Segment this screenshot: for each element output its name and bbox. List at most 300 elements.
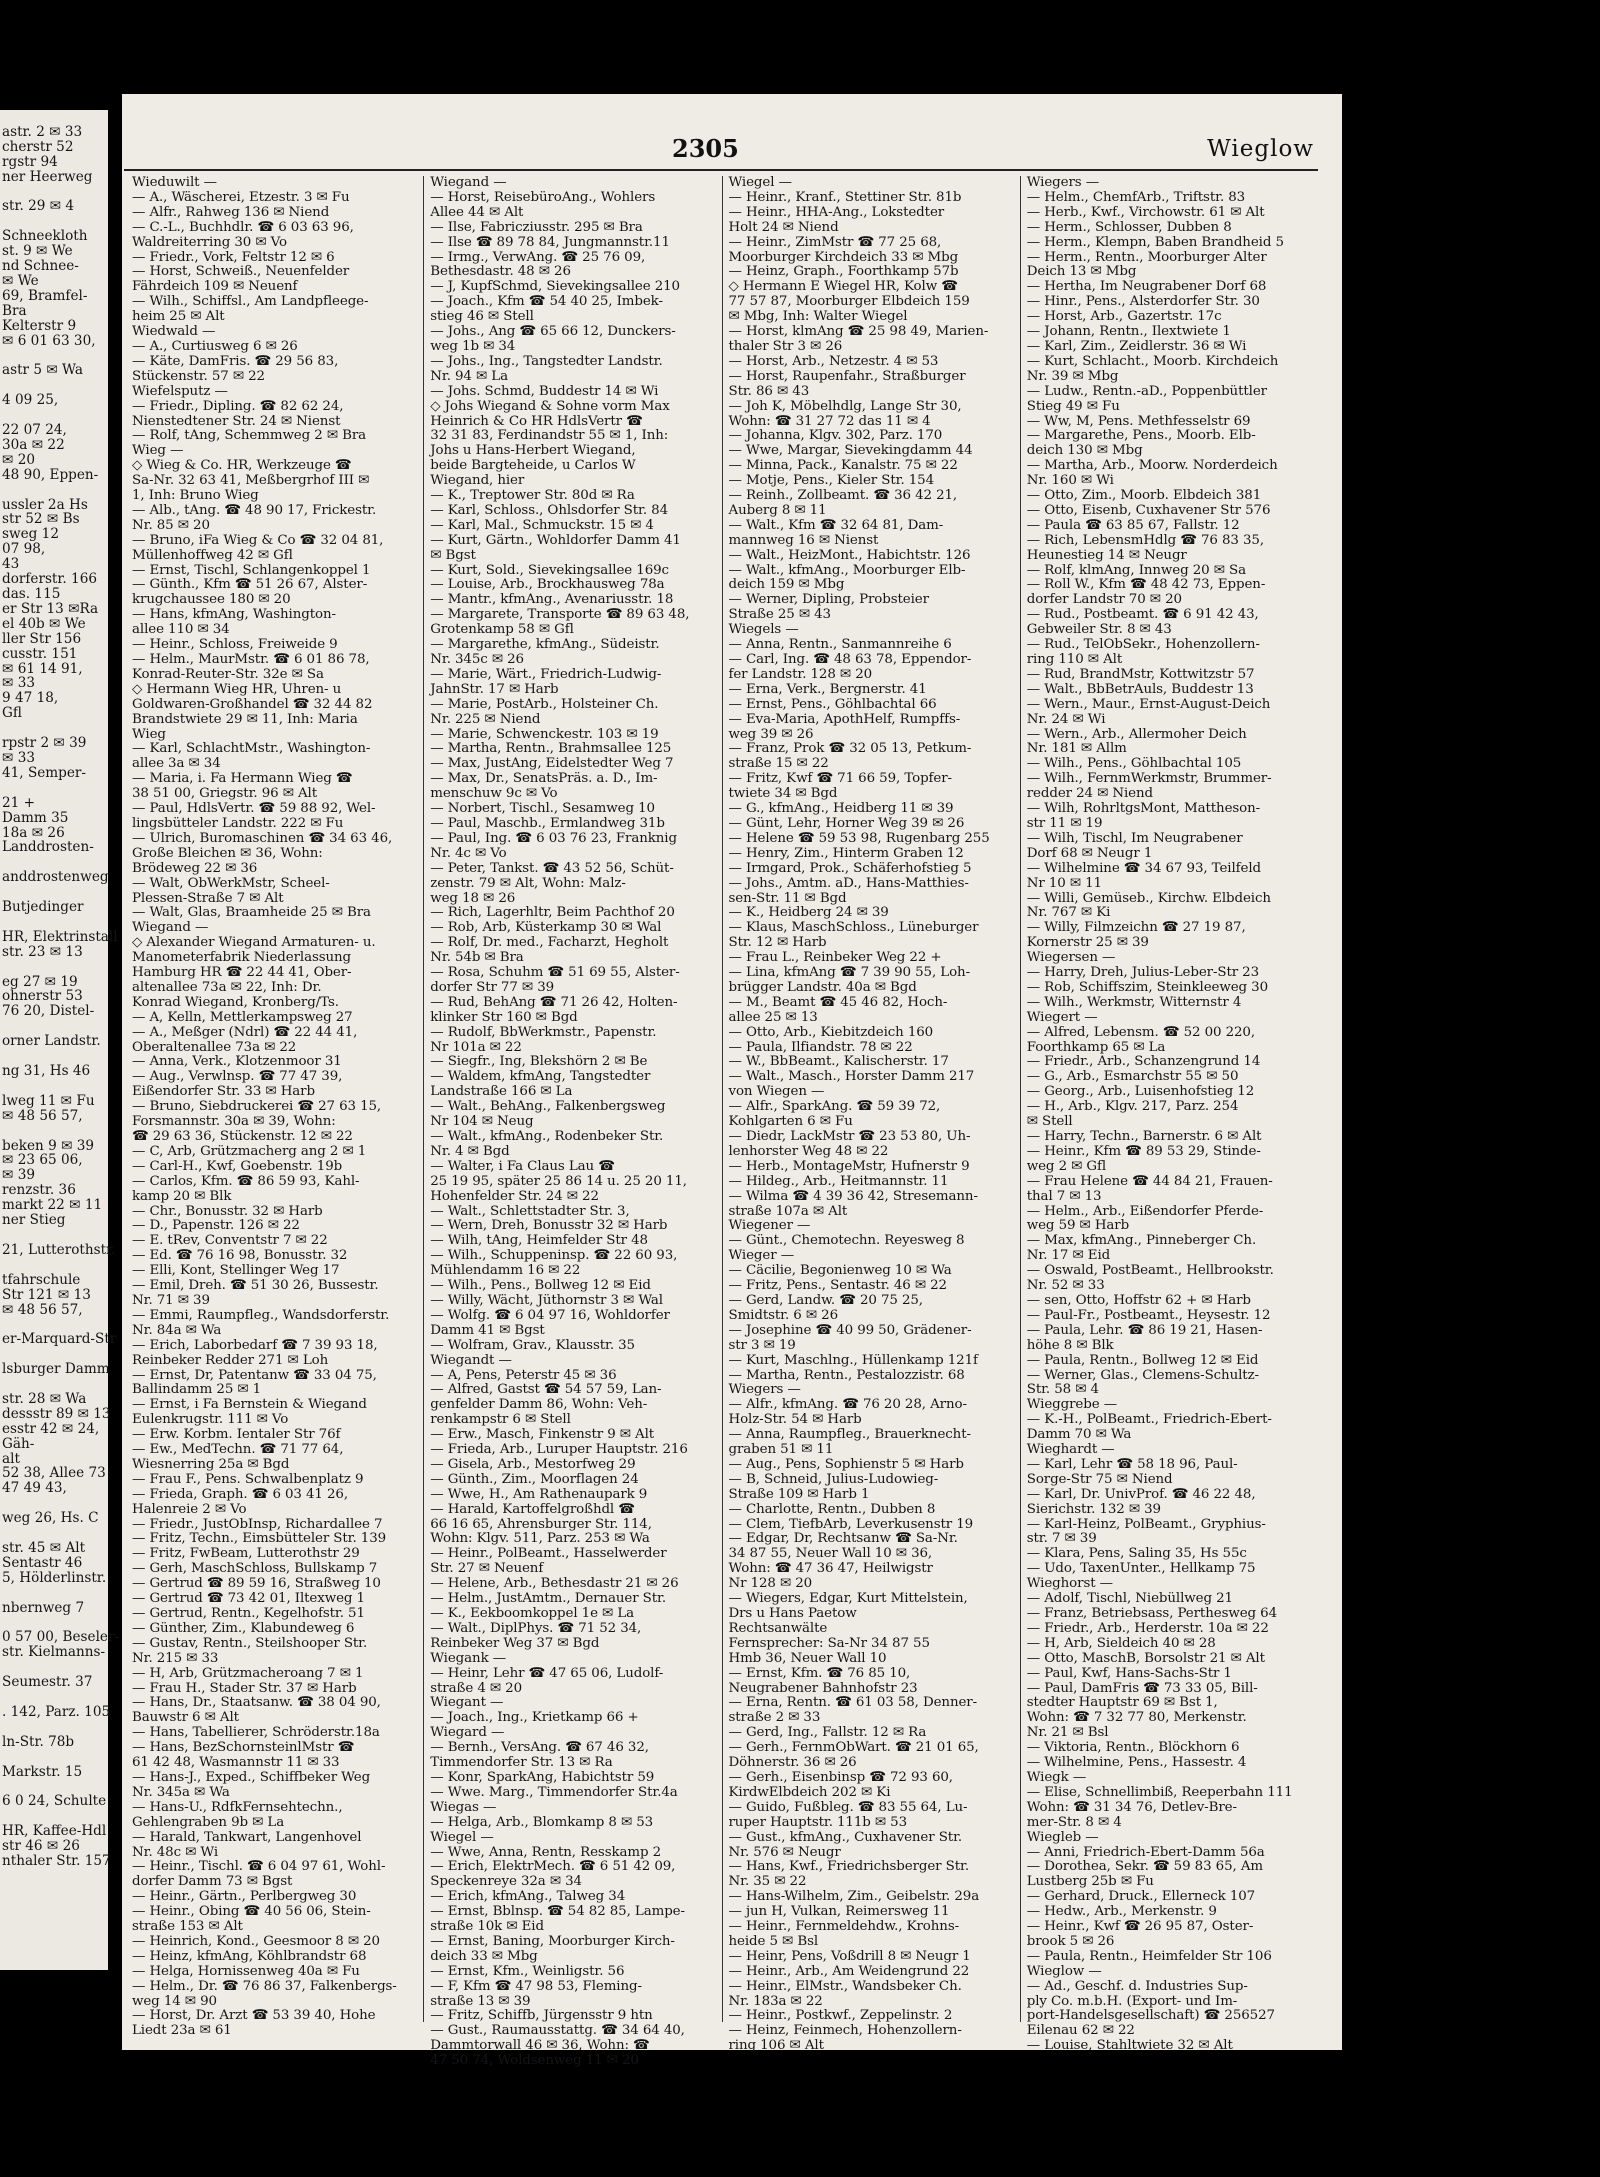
directory-entry-line: — Erna, Rentn. ☎ 61 03 58, Denner-: [728, 1695, 978, 1711]
directory-entry-line: — Klara, Pens, Saling 35, Hs 55c: [1026, 1546, 1247, 1562]
directory-entry-line: — Martha, Rentn., Pestalozzistr. 68: [728, 1367, 965, 1383]
directory-entry-line: — Günth., Zim., Moorflagen 24: [430, 1471, 639, 1487]
left-page-fragment: str 52 ✉ Bs: [2, 511, 80, 528]
surname-heading: Wieg —: [132, 443, 184, 459]
directory-entry-line: mer-Str. 8 ✉ 4: [1026, 1814, 1122, 1830]
left-page-fragment: 76 20, Distel-: [2, 1003, 95, 1020]
directory-entry-line: — Heinr., Kfm ☎ 89 53 29, Stinde-: [1026, 1143, 1261, 1159]
directory-entry-line: Gebweiler Str. 8 ✉ 43: [1026, 622, 1172, 638]
left-page-fragment: 47 49 43,: [2, 1480, 67, 1497]
directory-entry-line: — A, Kelln, Mettlerkampsweg 27: [132, 1009, 353, 1025]
directory-entry-line: — Ernst, Baning, Moorburger Kirch-: [430, 1933, 675, 1949]
directory-entry-line: — Helm., JustAmtm., Dernauer Str.: [430, 1591, 667, 1607]
directory-entry-line: Sorge-Str 75 ✉ Niend: [1026, 1471, 1173, 1487]
left-page-fragment: 5, Hölderlinstr.: [2, 1569, 107, 1586]
left-page-fragment: 52 38, Allee 73: [2, 1465, 106, 1482]
left-page-fragment: astr. 2 ✉ 33: [2, 123, 83, 140]
directory-entry-line: Straße 25 ✉ 43: [728, 607, 831, 623]
left-page-fragment: ✉ 23 65 06,: [2, 1152, 83, 1169]
directory-entry-line: straße 107a ✉ Alt: [728, 1203, 848, 1219]
directory-entry-line: — Paul, HdlsVertr. ☎ 59 88 92, Wel-: [132, 801, 376, 817]
surname-heading: Wiegers —: [728, 1382, 801, 1398]
directory-entry-line: — Horst, ReisebüroAng., Wohlers: [430, 189, 656, 205]
directory-entry-line: — Otto, Zim., Moorb. Elbdeich 381: [1026, 488, 1262, 504]
directory-entry-line: — Motje, Pens., Kieler Str. 154: [728, 473, 935, 489]
directory-entry-line: — W., BbBeamt., Kalischerstr. 17: [728, 1054, 949, 1070]
left-page-fragment: anddrostenweg: [2, 869, 109, 886]
column-2: [424, 175, 722, 2069]
directory-entry-line: — Franz, Betriebsass, Perthesweg 64: [1026, 1606, 1277, 1621]
directory-entry-line: — Heinr., Kwf ☎ 26 95 87, Oster-: [1026, 1919, 1254, 1935]
directory-entry-line: Eilenau 62 ✉ 22: [1026, 2023, 1135, 2039]
left-page-fragment: Seumestr. 37: [2, 1674, 93, 1691]
left-page-fragment: ller Str 156: [2, 630, 82, 647]
directory-entry-line: — Elli, Kont, Stellinger Weg 17: [132, 1263, 340, 1279]
directory-entry-line: JahnStr. 17 ✉ Harb: [430, 681, 559, 697]
directory-entry-line: weg 39 ✉ 26: [728, 726, 814, 742]
directory-entry-line: — Harry, Techn., Barnerstr. 6 ✉ Alt: [1026, 1129, 1262, 1144]
directory-entry-line: Grotenkamp 58 ✉ Gfl: [430, 622, 574, 638]
directory-entry-line: — Karl, SchlachtMstr., Washington-: [132, 741, 371, 757]
directory-entry-line: — Cäcilie, Begonienweg 10 ✉ Wa: [728, 1263, 952, 1279]
directory-entry-line: Neugrabener Bahnhofstr 23: [728, 1680, 918, 1696]
left-page-fragment: 21 +: [2, 794, 36, 811]
directory-entry-line: — Marie, PostArb., Holsteiner Ch.: [430, 696, 659, 712]
directory-entry-line: — Elise, Schnellimbiß, Reeperbahn 111: [1026, 1784, 1293, 1800]
directory-entry-line: — Paul, Maschb., Ermlandweg 31b: [430, 815, 665, 831]
directory-entry-line: 61 42 48, Wasmannstr 11 ✉ 33: [132, 1755, 340, 1771]
directory-entry-line: Nr. 215 ✉ 33: [132, 1650, 219, 1666]
left-page-fragment: ✉ We: [2, 272, 39, 289]
left-page-fragment: [2, 408, 108, 423]
left-page-fragment: [2, 214, 108, 229]
directory-entry-line: — Walt., Kfm ☎ 32 64 81, Dam-: [728, 517, 944, 533]
directory-entry-line: weg 18 ✉ 26: [430, 890, 516, 906]
directory-entry-line: straße 153 ✉ Alt: [132, 1919, 243, 1935]
directory-entry-line: — Paula ☎ 63 85 67, Fallstr. 12: [1026, 517, 1240, 533]
directory-entry-line: kamp 20 ✉ Blk: [132, 1188, 232, 1204]
surname-heading: Wiegert —: [1026, 1009, 1098, 1025]
directory-entry-line: — Peter, Tankst. ☎ 43 52 56, Schüt-: [430, 860, 674, 876]
left-page-fragment: beken 9 ✉ 39: [2, 1137, 95, 1154]
directory-entry-line: Dorf 68 ✉ Neugr 1: [1026, 845, 1153, 861]
directory-entry-line: — Anni, Friedrich-Ebert-Damm 56a: [1026, 1844, 1265, 1860]
directory-entry-line: thal 7 ✉ 13: [1026, 1188, 1102, 1204]
left-page-fragment: [2, 483, 108, 498]
directory-entry-line: Bethesdastr. 48 ✉ 26: [430, 264, 571, 280]
left-page-fragment: cherstr 52: [2, 138, 74, 155]
directory-entry-line: sen-Str. 11 ✉ Bgd: [728, 890, 847, 906]
left-page-fragment: er-Marquard-Str: [2, 1331, 117, 1348]
left-page-fragment: [2, 960, 108, 975]
left-page-fragment: el 40b ✉ We: [2, 615, 86, 632]
directory-entry-line: — Anna, Raumpfleg., Brauerknecht-: [728, 1427, 971, 1443]
directory-entry-line: — Georg., Arb., Luisenhofstieg 12: [1026, 1084, 1255, 1100]
directory-entry-line: — Herb., Kwf., Virchowstr. 61 ✉ Alt: [1026, 204, 1265, 220]
left-page-fragment: str 46 ✉ 26: [2, 1838, 80, 1855]
surname-heading: Wiegant —: [430, 1695, 504, 1711]
directory-entry-line: ◇ Hermann E Wiegel HR, Kolw ☎: [728, 279, 958, 295]
directory-entry-line: — Henry, Zim., Hinterm Graben 12: [728, 845, 964, 861]
directory-entry-line: — Alfred, Gastst ☎ 54 57 59, Lan-: [430, 1382, 662, 1398]
directory-entry-line: — Gisela, Arb., Mestorfweg 29: [430, 1456, 636, 1472]
directory-entry-line: — Walt., BbBetrAuls, Buddestr 13: [1026, 681, 1254, 697]
directory-entry-line: — Heinz, kfmAng, Köhlbrandstr 68: [132, 1948, 367, 1964]
left-page-fragment: [2, 185, 108, 200]
directory-entry-line: — Helga, Arb., Blomkamp 8 ✉ 53: [430, 1814, 654, 1830]
directory-entry-line: — Gust., kfmAng., Cuxhavener Str.: [728, 1829, 963, 1845]
directory-entry-line: — sen, Otto, Hoffstr 62 + ✉ Harb: [1026, 1292, 1251, 1308]
directory-entry-line: — Rud, BrandMstr, Kottwitzstr 57: [1026, 666, 1255, 682]
directory-entry-line: Nr 10 ✉ 11: [1026, 875, 1102, 891]
directory-entry-line: Eißendorfer Str. 33 ✉ Harb: [132, 1084, 315, 1100]
directory-entry-line: Heinrich & Co HR HdlsVertr ☎: [430, 413, 643, 429]
directory-entry-line: — Kurt, Sold., Sievekingsallee 169c: [430, 562, 669, 578]
directory-entry-line: — Hans-J., Exped., Schiffbeker Weg: [132, 1769, 371, 1785]
directory-entry-line: — Gerd, Landw. ☎ 20 75 25,: [728, 1292, 923, 1308]
page-header: [122, 134, 1342, 162]
directory-entry-line: — Gerhard, Druck., Ellerneck 107: [1026, 1889, 1256, 1905]
directory-entry-line: — Walt., kfmAng., Moorburger Elb-: [728, 562, 966, 578]
directory-entry-line: — Heinr, Lehr ☎ 47 65 06, Ludolf-: [430, 1665, 664, 1681]
directory-entry-line: — Anna, Rentn., Sanmannreihe 6: [728, 637, 952, 653]
directory-entry-line: — Ernst, Pens., Göhlbachtal 66: [728, 696, 937, 712]
directory-entry-line: Moorburger Kirchdeich 33 ✉ Mbg: [728, 249, 959, 265]
directory-entry-line: — Wern., Arb., Allermoher Deich: [1026, 726, 1247, 742]
directory-entry-line: stieg 46 ✉ Stell: [430, 309, 534, 325]
left-page-fragment: 9 47 18,: [2, 690, 59, 707]
directory-entry-line: ply Co. m.b.H. (Export- und Im-: [1026, 1993, 1238, 2009]
left-page-fragment: [2, 781, 108, 796]
directory-entry-line: — D., Papenstr. 126 ✉ 22: [132, 1218, 300, 1234]
directory-entry-line: — jun H, Vulkan, Reimersweg 11: [728, 1904, 950, 1920]
left-page-fragment: 21, Lutterothstr.: [2, 1241, 116, 1258]
directory-entry-line: — Bruno, Siebdruckerei ☎ 27 63 15,: [132, 1099, 382, 1115]
directory-entry-line: Nr. 52 ✉ 33: [1026, 1278, 1105, 1294]
directory-entry-line: Große Bleichen ✉ 36, Wohn:: [132, 845, 323, 861]
directory-entry-line: — Horst, Raupenfahr., Straßburger: [728, 368, 966, 384]
directory-entry-line: — Gertrud ☎ 73 42 01, Iltexweg 1: [132, 1591, 365, 1607]
directory-entry-line: — Maria, i. Fa Hermann Wieg ☎: [132, 771, 353, 787]
directory-entry-line: — Heinr., Obing ☎ 40 56 06, Stein-: [132, 1904, 371, 1920]
directory-entry-line: — Walt., HeizMont., Habichtstr. 126: [728, 547, 971, 563]
directory-entry-line: — Rolf, tAng, Schemmweg 2 ✉ Bra: [132, 428, 367, 444]
directory-entry-line: Allee 44 ✉ Alt: [430, 204, 524, 220]
directory-entry-line: — Chr., Bonusstr. 32 ✉ Harb: [132, 1203, 323, 1219]
directory-entry-line: — Ernst, Bblnsp. ☎ 54 82 85, Lampe-: [430, 1904, 685, 1920]
directory-entry-line: — Walter, i Fa Claus Lau ☎: [430, 1158, 615, 1174]
left-page-fragment: ln-Str. 78b: [2, 1733, 75, 1750]
directory-entry-line: — Ernst, i Fa Bernstein & Wiegand: [132, 1397, 367, 1413]
directory-entry-line: Müllenhoffweg 42 ✉ Gfl: [132, 547, 293, 563]
directory-entry-line: — C, Arb, Grützmacherg ang 2 ✉ 1: [132, 1143, 367, 1159]
left-page-fragment: [2, 885, 108, 900]
directory-entry-line: — Rich, Lagerhltr, Beim Pachthof 20: [430, 905, 675, 921]
directory-entry-line: — Gertrud, Rentn., Kegelhofstr. 51: [132, 1606, 365, 1621]
directory-entry-line: — Edgar, Dr, Rechtsanw ☎ Sa-Nr.: [728, 1531, 958, 1547]
directory-entry-line: — Marie, Schwenckestr. 103 ✉ 19: [430, 726, 659, 742]
directory-entry-line: — H, Arb, Sieldeich 40 ✉ 28: [1026, 1635, 1216, 1651]
directory-entry-line: — Aug., Pens, Sophienstr 5 ✉ Harb: [728, 1456, 964, 1472]
directory-entry-line: Nr. 183a ✉ 22: [728, 1993, 823, 2009]
directory-entry-line: — Herm., Schlosser, Dubben 8: [1026, 219, 1232, 235]
directory-entry-line: — Norbert, Tischl., Sesamweg 10: [430, 801, 655, 817]
directory-entry-line: — Frieda, Arb., Luruper Hauptstr. 216: [430, 1442, 688, 1458]
left-page-fragment: lsburger Damm: [2, 1361, 110, 1378]
directory-entry-line: — Hans-Wilhelm, Zim., Geibelstr. 29a: [728, 1889, 980, 1905]
directory-entry-line: deich 159 ✉ Mbg: [728, 577, 845, 593]
directory-entry-line: Straße 109 ✉ Harb 1: [728, 1486, 870, 1502]
directory-entry-line: Nr. 24 ✉ Wi: [1026, 711, 1106, 727]
directory-entry-line: straße 4 ✉ 20: [430, 1680, 523, 1696]
directory-entry-line: lenhorster Weg 48 ✉ 22: [728, 1143, 889, 1159]
directory-entry-line: — Hans, Kwf., Friedrichsberger Str.: [728, 1859, 969, 1875]
directory-entry-line: 77 57 87, Moorburger Elbdeich 159: [728, 294, 970, 310]
running-head: Wieglow: [1207, 136, 1314, 162]
directory-entry-line: — Max, Dr., SenatsPräs. a. D., Im-: [430, 771, 658, 787]
left-page-fragment: rgstr 94: [2, 153, 58, 170]
directory-entry-line: ruper Hauptstr. 111b ✉ 53: [728, 1814, 908, 1830]
left-page-fragment: 48 90, Eppen-: [2, 466, 99, 483]
directory-entry-line: — Hertha, Im Neugrabener Dorf 68: [1026, 279, 1267, 295]
left-page-fragment: HR, Elektrinstall: [2, 928, 118, 945]
directory-entry-line: — Karl, Mal., Schmuckstr. 15 ✉ 4: [430, 517, 654, 533]
directory-entry-line: straße 15 ✉ 22: [728, 756, 829, 772]
left-page-fragment: sweg 12: [2, 526, 59, 543]
directory-entry-line: Wieg: [132, 726, 166, 742]
directory-entry-line: — Gertrud ☎ 89 59 16, Straßweg 10: [132, 1576, 381, 1592]
left-page-fragment: weg 26, Hs. C: [2, 1510, 99, 1527]
directory-entry-line: 38 51 00, Griegstr. 96 ✉ Alt: [132, 786, 318, 802]
directory-entry-line: Gehlengraben 9b ✉ La: [132, 1814, 285, 1830]
directory-entry-line: Timmendorfer Str. 13 ✉ Ra: [430, 1755, 613, 1771]
directory-entry-line: — Käte, DamFris. ☎ 29 56 83,: [132, 353, 339, 369]
directory-entry-line: Str. 27 ✉ Neuenf: [430, 1561, 544, 1577]
directory-entry-line: — Wilhelmine, Pens., Hassestr. 4: [1026, 1755, 1247, 1771]
directory-entry-line: Bauwstr 6 ✉ Alt: [132, 1710, 239, 1726]
directory-entry-line: — G., kfmAng., Heidberg 11 ✉ 39: [728, 801, 954, 817]
surname-heading: Wiegard —: [430, 1725, 505, 1741]
directory-entry-line: — Emil, Dreh. ☎ 51 30 26, Bussestr.: [132, 1278, 379, 1294]
directory-entry-line: — Karl, Lehr ☎ 58 18 96, Paul-: [1026, 1456, 1238, 1472]
left-page-fragment: renzstr. 36: [2, 1182, 76, 1199]
left-page-fragment: [2, 110, 108, 125]
directory-entry-line: — K.-H., PolBeamt., Friedrich-Ebert-: [1026, 1412, 1272, 1428]
directory-entry-line: — B, Schneid, Julius-Ludowieg-: [728, 1471, 939, 1487]
directory-entry-line: — Joach., Kfm ☎ 54 40 25, Imbek-: [430, 294, 663, 310]
directory-entry-line: — Rudolf, BbWerkmstr., Papenstr.: [430, 1024, 657, 1040]
page-number: 2305: [672, 134, 739, 163]
directory-entry-line: — K., Heidberg 24 ✉ 39: [728, 905, 889, 921]
directory-entry-line: — Gerh, MaschSchloss, Bullskamp 7: [132, 1561, 378, 1577]
directory-entry-line: Nr. 85 ✉ 20: [132, 517, 210, 533]
directory-entry-line: — Erw., Masch, Finkenstr 9 ✉ Alt: [430, 1427, 655, 1443]
directory-entry-line: deich 33 ✉ Mbg: [430, 1948, 538, 1964]
directory-entry-line: — Heinr., Postkwf., Zeppelinstr. 2: [728, 2008, 953, 2024]
directory-entry-line: Konrad-Reuter-Str. 32e ✉ Sa: [132, 666, 324, 682]
directory-entry-line: — Hans, Tabellierer, Schröderstr.18a: [132, 1725, 380, 1741]
directory-entry-line: — Gust., Raumausstattg. ☎ 34 64 40,: [430, 2023, 685, 2039]
directory-entry-line: — Hedw., Arb., Merkenstr. 9: [1026, 1904, 1217, 1920]
directory-entry-line: — Harald, Kartoffelgroßhdl ☎: [430, 1501, 635, 1517]
directory-entry-line: Nienstedtener Str. 24 ✉ Nienst: [132, 413, 341, 429]
left-page-fragment: [2, 1317, 108, 1332]
directory-entry-line: — Rud, BehAng ☎ 71 26 42, Holten-: [430, 994, 678, 1010]
directory-entry-line: Mühlendamm 16 ✉ 22: [430, 1263, 581, 1279]
directory-entry-line: — Günther, Zim., Klabundeweg 6: [132, 1620, 355, 1636]
directory-entry-line: Wohn: Klgv. 511, Parz. 253 ✉ Wa: [430, 1531, 650, 1547]
directory-entry-line: — Wilhelmine ☎ 34 67 93, Teilfeld: [1026, 860, 1262, 876]
directory-entry-line: — Joach., Ing., Krietkamp 66 +: [430, 1710, 639, 1726]
directory-entry-line: port-Handelsgesellschaft) ☎ 256527: [1026, 2008, 1275, 2024]
directory-entry-line: — Wilh, RohrltgsMont, Mattheson-: [1026, 801, 1261, 817]
directory-entry-line: Nr 128 ✉ 20: [728, 1576, 813, 1592]
directory-entry-line: Eulenkrugstr. 111 ✉ Vo: [132, 1412, 289, 1428]
directory-entry-line: — Werner, Dipling, Probsteier: [728, 592, 929, 608]
directory-entry-line: — Ulrich, Buromaschinen ☎ 34 63 46,: [132, 830, 393, 846]
directory-entry-line: Nr. 48c ✉ Wi: [132, 1844, 219, 1860]
surname-heading: Wiegersen —: [1026, 950, 1116, 966]
directory-entry-line: Nr. 345c ✉ 26: [430, 652, 524, 667]
directory-entry-line: Fernsprecher: Sa-Nr 34 87 55: [728, 1635, 930, 1651]
directory-entry-line: — Wilh, tAng, Heimfelder Str 48: [430, 1233, 648, 1249]
directory-entry-line: — Oswald, PostBeamt., Hellbrookstr.: [1026, 1263, 1274, 1279]
left-page-fragment: ng 31, Hs 46: [2, 1063, 91, 1079]
directory-entry-line: Kohlgarten 6 ✉ Fu: [728, 1114, 853, 1130]
directory-entry-line: — Paul, DamFris ☎ 73 33 05, Bill-: [1026, 1680, 1258, 1696]
directory-entry-line: — Paula, Rentn., Bollweg 12 ✉ Eid: [1026, 1352, 1259, 1368]
surname-heading: Wieghardt —: [1026, 1442, 1115, 1458]
directory-entry-line: — Fritz, FwBeam, Lutterothstr 29: [132, 1546, 360, 1562]
directory-entry-line: — K., Treptower Str. 80d ✉ Ra: [430, 488, 635, 504]
directory-entry-line: Nr 101a ✉ 22: [430, 1039, 522, 1055]
directory-entry-line: — C.-L., Buchhdlr. ☎ 6 03 63 96,: [132, 219, 354, 235]
left-page-fragment: [2, 1780, 108, 1795]
directory-entry-line: — Alfr., Rahweg 136 ✉ Niend: [132, 204, 330, 220]
directory-entry-line: — Ilse, Fabricziusstr. 295 ✉ Bra: [430, 219, 643, 235]
directory-entry-line: Sa-Nr. 32 63 41, Meßbergrhof III ✉: [132, 473, 370, 489]
directory-entry-line: ◇ Johs Wiegand & Sohne vorm Max: [430, 398, 670, 414]
directory-entry-line: Sierichstr. 132 ✉ 39: [1026, 1501, 1161, 1517]
directory-entry-line: ring 106 ✉ Alt: [728, 2038, 824, 2054]
directory-entry-line: allee 3a ✉ 34: [132, 756, 221, 772]
directory-entry-line: — Alb., tAng. ☎ 48 90 17, Frickestr.: [132, 502, 377, 518]
left-page-fragment: [2, 855, 108, 870]
directory-entry-line: — Karl, Dr. UnivProf. ☎ 46 22 48,: [1026, 1486, 1256, 1502]
directory-entry-line: — Helm., Dr. ☎ 76 86 37, Falkenbergs-: [132, 1978, 397, 1994]
directory-entry-line: — Heinr., Gärtn., Perlbergweg 30: [132, 1889, 357, 1905]
left-page-fragment: str. Kielmanns-: [2, 1644, 106, 1661]
directory-entry-line: — Harry, Dreh, Julius-Leber-Str 23: [1026, 965, 1260, 981]
directory-entry-line: Wohn: ☎ 7 32 77 80, Merkenstr.: [1026, 1710, 1247, 1726]
directory-entry-line: — Roll W., Kfm ☎ 48 42 73, Eppen-: [1026, 577, 1266, 593]
directory-entry-line: Forsmannstr. 30a ✉ 39, Wohn:: [132, 1114, 336, 1130]
directory-entry-line: — Emmi, Raumpfleg., Wandsdorferstr.: [132, 1307, 390, 1323]
directory-entry-line: Brödeweg 22 ✉ 36: [132, 860, 258, 876]
directory-entry-line: altenallee 73a ✉ 22, Inh: Dr.: [132, 979, 322, 995]
left-page-fragment: alt: [2, 1450, 20, 1467]
left-page-fragment: Kelterstr 9: [2, 317, 77, 334]
directory-entry-line: — Viktoria, Rentn., Blöckhorn 6: [1026, 1740, 1240, 1756]
directory-entry-line: heide 5 ✉ Bsl: [728, 1933, 819, 1949]
left-page-fragment: tfahrschule: [2, 1271, 81, 1288]
directory-entry-line: — Frau L., Reinbeker Weg 22 +: [728, 950, 942, 966]
directory-entry-line: — Johs., Ing., Tangstedter Landstr.: [430, 353, 663, 369]
directory-entry-line: — Franz, Prok ☎ 32 05 13, Petkum-: [728, 741, 972, 757]
directory-entry-line: — Heinr., PolBeamt., Hasselwerder: [430, 1546, 667, 1562]
directory-entry-line: — Irmgard, Prok., Schäferhofstieg 5: [728, 860, 972, 876]
directory-entry-line: — A, Pens, Peterstr 45 ✉ 36: [430, 1367, 617, 1383]
left-page-fragment: [2, 1377, 108, 1392]
directory-entry-line: deich 130 ✉ Mbg: [1026, 443, 1143, 459]
directory-entry-line: — Ludw., Rentn.-aD., Poppenbüttler: [1026, 383, 1267, 399]
left-page-fragment: [2, 915, 108, 930]
directory-entry-line: — Irmg., VerwAng. ☎ 25 76 09,: [430, 249, 646, 265]
left-page-fragment: er Str 13 ✉Ra: [2, 600, 99, 617]
directory-entry-line: — Helene ☎ 59 53 98, Rugenbarg 255: [728, 830, 990, 846]
directory-entry-line: Nr. 17 ✉ Eid: [1026, 1248, 1111, 1264]
directory-entry-line: Drs u Hans Paetow: [728, 1606, 857, 1621]
directory-entry-line: — Werner, Glas., Clemens-Schultz-: [1026, 1367, 1259, 1383]
surname-heading: Wiegand —: [132, 920, 209, 936]
directory-entry-line: — Louise, Stahltwiete 32 ✉ Alt: [1026, 2038, 1233, 2054]
directory-entry-line: — Joh K, Möbelhdlg, Lange Str 30,: [728, 398, 962, 414]
directory-entry-line: stedter Hauptstr 69 ✉ Bst 1,: [1026, 1695, 1218, 1711]
directory-entry-line: Nr. 181 ✉ Allm: [1026, 741, 1127, 757]
directory-entry-line: — Heinr, Pens, Voßdrill 8 ✉ Neugr 1: [728, 1948, 971, 1964]
directory-entry-line: ✉ Bgst: [430, 547, 476, 563]
directory-entry-line: Speckenreye 32a ✉ 34: [430, 1874, 582, 1890]
directory-entry-line: Reinbeker Weg 37 ✉ Bgd: [430, 1635, 600, 1651]
directory-entry-line: — Willy, Filmzeichn ☎ 27 19 87,: [1026, 920, 1246, 936]
surname-heading: von Wiegen —: [728, 1084, 825, 1100]
directory-entry-line: — Günt., Chemotechn. Reyesweg 8: [728, 1233, 965, 1249]
directory-entry-line: — Max, kfmAng., Pinneberger Ch.: [1026, 1233, 1257, 1249]
directory-entry-line: — Paula, Rentn., Heimfelder Str 106: [1026, 1948, 1272, 1964]
directory-entry-line: — Rob, Schiffszim, Steinkleeweg 30: [1026, 979, 1269, 995]
directory-entry-line: Nr. 39 ✉ Mbg: [1026, 368, 1119, 384]
directory-entry-line: Nr. 94 ✉ La: [430, 368, 508, 384]
directory-entry-line: dorfer Landstr 70 ✉ 20: [1026, 592, 1182, 608]
surname-heading: Wiegandt —: [430, 1352, 512, 1368]
directory-entry-line: — Paul, Kwf, Hans-Sachs-Str 1: [1026, 1665, 1232, 1681]
directory-entry-line: straße 10k ✉ Eid: [430, 1919, 544, 1935]
directory-entry-line: Holt 24 ✉ Niend: [728, 219, 839, 235]
left-page-strip: [0, 110, 120, 1970]
directory-entry-line: — Rich, LebensmHdlg ☎ 76 83 35,: [1026, 532, 1264, 548]
directory-entry-line: — Helm., ChemfArb., Triftstr. 83: [1026, 189, 1246, 205]
directory-entry-line: — Heinr., HHA-Ang., Lokstedter: [728, 204, 945, 220]
directory-entry-line: — Walt., Schlettstadter Str. 3,: [430, 1203, 630, 1219]
directory-entry-line: Nr. 4 ✉ Bgd: [430, 1143, 510, 1159]
directory-entry-line: — Kurt, Maschlng., Hüllenkamp 121f: [728, 1352, 978, 1368]
directory-entry-line: — Wwe. Marg., Timmendorfer Str.4a: [430, 1784, 678, 1800]
column-4: [1021, 175, 1318, 2054]
directory-entry-line: — Dorothea, Sekr. ☎ 59 83 65, Am: [1026, 1859, 1263, 1875]
directory-entry-line: — Heinr., ZimMstr ☎ 77 25 68,: [728, 234, 942, 250]
directory-entry-line: — F, Kfm ☎ 47 98 53, Fleming-: [430, 1978, 642, 1994]
left-page-fragment: [2, 1019, 108, 1034]
directory-entry-line: — Willi, Gemüseb., Kirchw. Elbdeich: [1026, 890, 1271, 906]
left-page-fragment: Gfl: [2, 705, 22, 722]
directory-entry-line: — Alfr., SparkAng. ☎ 59 39 72,: [728, 1099, 941, 1115]
directory-entry-line: — Willy, Wächt, Jüthornstr 3 ✉ Wal: [430, 1292, 663, 1308]
directory-entry-line: — Wolfram, Grav., Klausstr. 35: [430, 1337, 635, 1353]
directory-entry-line: — Horst, klmAng ☎ 25 98 49, Marien-: [728, 324, 989, 340]
directory-entry-line: Goldwaren-Großhandel ☎ 32 44 82: [132, 696, 373, 712]
surname-heading: Wiegener —: [728, 1218, 811, 1234]
directory-entry-line: Liedt 23a ✉ 61: [132, 2023, 232, 2039]
